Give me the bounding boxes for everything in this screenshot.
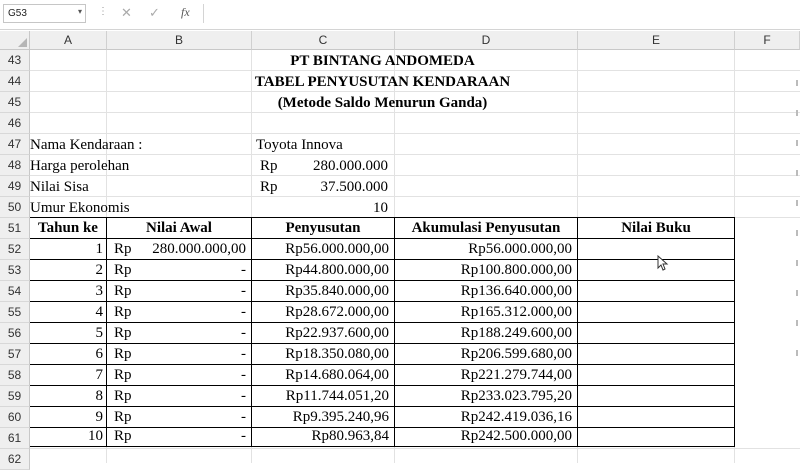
row-header[interactable]: 60	[0, 407, 30, 428]
accumulated-cell[interactable]: Rp242.500.000,00	[460, 428, 572, 444]
currency-cell[interactable]: Rp	[114, 325, 132, 341]
currency-cell[interactable]: Rp	[114, 388, 132, 404]
insert-function-icon[interactable]: fx	[181, 5, 190, 19]
start-value-cell[interactable]: -	[241, 409, 246, 425]
table-border	[30, 446, 735, 447]
name-box-value: G53	[8, 8, 27, 19]
enter-icon[interactable]: ✓	[149, 5, 160, 20]
currency-cell[interactable]: Rp	[114, 367, 132, 383]
start-value-cell[interactable]: -	[241, 325, 246, 341]
gridline	[30, 133, 800, 134]
table-border	[30, 364, 735, 365]
table-border	[251, 217, 252, 447]
table-border	[30, 280, 735, 281]
cost-currency: Rp	[260, 158, 278, 174]
row-header[interactable]: 51	[0, 218, 30, 239]
accumulated-cell[interactable]: Rp242.419.036,16	[460, 409, 572, 425]
header-depreciation: Penyusutan	[285, 220, 361, 236]
row-header[interactable]: 56	[0, 323, 30, 344]
gridline	[30, 196, 800, 197]
start-value-cell[interactable]: -	[241, 428, 246, 444]
year-cell[interactable]: 6	[95, 346, 103, 362]
start-value-cell[interactable]: 280.000.000,00	[152, 241, 246, 257]
year-cell[interactable]: 8	[95, 388, 103, 404]
year-cell[interactable]: 2	[95, 262, 103, 278]
header-book-value: Nilai Buku	[621, 220, 691, 236]
currency-cell[interactable]: Rp	[114, 428, 132, 444]
formula-input[interactable]	[203, 4, 800, 23]
depreciation-cell[interactable]: Rp18.350.080,00	[285, 346, 389, 362]
depreciation-cell[interactable]: Rp80.963,84	[311, 428, 389, 444]
depreciation-cell[interactable]: Rp14.680.064,00	[285, 367, 389, 383]
table-border	[106, 217, 107, 447]
row-header[interactable]: 55	[0, 302, 30, 323]
row-header[interactable]: 57	[0, 344, 30, 365]
formula-bar	[0, 0, 800, 30]
sheet-title: PT BINTANG ANDOMEDA	[290, 53, 475, 69]
row-header[interactable]: 58	[0, 365, 30, 386]
currency-cell[interactable]: Rp	[114, 283, 132, 299]
row-header[interactable]: 50	[0, 197, 30, 218]
column-header[interactable]: B	[107, 31, 252, 50]
accumulated-cell[interactable]: Rp56.000.000,00	[468, 241, 572, 257]
accumulated-cell[interactable]: Rp165.312.000,00	[460, 304, 572, 320]
gridline	[30, 175, 800, 176]
vehicle-value: Toyota Innova	[256, 137, 343, 153]
column-header[interactable]: E	[578, 31, 735, 50]
year-cell[interactable]: 3	[95, 283, 103, 299]
depreciation-cell[interactable]: Rp28.672.000,00	[285, 304, 389, 320]
currency-cell[interactable]: Rp	[114, 346, 132, 362]
row-header[interactable]: 52	[0, 239, 30, 260]
start-value-cell[interactable]: -	[241, 304, 246, 320]
table-border	[30, 427, 735, 428]
chevron-down-icon[interactable]: ▾	[77, 7, 82, 16]
currency-cell[interactable]: Rp	[114, 304, 132, 320]
cursor-pointer-icon	[657, 255, 669, 271]
book-value-cell[interactable]	[578, 239, 734, 259]
header-year: Tahun ke	[38, 220, 98, 236]
more-options-icon[interactable]: ⋮	[98, 6, 108, 17]
salvage-value: 37.500.000	[320, 179, 388, 195]
accumulated-cell[interactable]: Rp221.279.744,00	[460, 367, 572, 383]
depreciation-cell[interactable]: Rp44.800.000,00	[285, 262, 389, 278]
table-border	[30, 217, 735, 218]
year-cell[interactable]: 5	[95, 325, 103, 341]
accumulated-cell[interactable]: Rp100.800.000,00	[460, 262, 572, 278]
vehicle-label: Nama Kendaraan :	[30, 137, 143, 153]
column-header[interactable]: A	[30, 31, 107, 50]
depreciation-cell[interactable]: Rp9.395.240,96	[292, 409, 389, 425]
table-border	[394, 217, 395, 447]
life-label: Umur Ekonomis	[30, 200, 130, 216]
row-header[interactable]: 44	[0, 71, 30, 92]
currency-cell[interactable]: Rp	[114, 262, 132, 278]
row-header[interactable]: 46	[0, 113, 30, 134]
start-value-cell[interactable]: -	[241, 262, 246, 278]
depreciation-cell[interactable]: Rp35.840.000,00	[285, 283, 389, 299]
depreciation-cell[interactable]: Rp11.744.051,20	[285, 388, 389, 404]
row-header[interactable]: 45	[0, 92, 30, 113]
row-header[interactable]: 61	[0, 428, 30, 449]
depreciation-cell[interactable]: Rp56.000.000,00	[285, 241, 389, 257]
cancel-icon[interactable]: ✕	[121, 5, 132, 20]
gridline	[30, 448, 800, 449]
column-header[interactable]: F	[735, 31, 800, 50]
header-accumulated: Akumulasi Penyusutan	[411, 220, 561, 236]
select-all-button[interactable]	[0, 31, 30, 50]
start-value-cell[interactable]: -	[241, 346, 246, 362]
table-border	[734, 217, 735, 447]
row-header[interactable]: 59	[0, 386, 30, 407]
depreciation-cell[interactable]: Rp22.937.600,00	[285, 325, 389, 341]
accumulated-cell[interactable]: Rp136.640.000,00	[460, 283, 572, 299]
year-cell[interactable]: 1	[95, 241, 103, 257]
currency-cell[interactable]: Rp	[114, 241, 132, 257]
cost-value: 280.000.000	[313, 158, 388, 174]
currency-cell[interactable]: Rp	[114, 409, 132, 425]
book-value-cell[interactable]	[578, 260, 734, 280]
life-value: 10	[373, 200, 388, 216]
row-header[interactable]: 62	[0, 449, 30, 470]
salvage-label: Nilai Sisa	[30, 179, 89, 195]
column-header[interactable]: C	[252, 31, 395, 50]
row-header[interactable]: 43	[0, 50, 30, 71]
table-border	[30, 406, 735, 407]
row-header[interactable]: 53	[0, 260, 30, 281]
row-header[interactable]: 54	[0, 281, 30, 302]
row-header[interactable]: 49	[0, 176, 30, 197]
table-border	[30, 343, 735, 344]
accumulated-cell[interactable]: Rp206.599.680,00	[460, 346, 572, 362]
name-box[interactable]	[3, 4, 86, 23]
table-border	[30, 301, 735, 302]
salvage-currency: Rp	[260, 179, 278, 195]
accumulated-cell[interactable]: Rp188.249.600,00	[460, 325, 572, 341]
sheet-method: (Metode Saldo Menurun Ganda)	[277, 95, 488, 111]
row-header[interactable]: 47	[0, 134, 30, 155]
sheet-subtitle: TABEL PENYUSUTAN KENDARAAN	[254, 74, 511, 90]
scroll-indicator	[794, 70, 800, 370]
start-value-cell[interactable]: -	[241, 388, 246, 404]
gridline	[30, 154, 800, 155]
cost-label: Harga perolehan	[30, 158, 130, 174]
column-header[interactable]: D	[395, 31, 578, 50]
year-cell[interactable]: 7	[95, 367, 103, 383]
table-border	[30, 385, 735, 386]
table-border	[30, 322, 735, 323]
year-cell[interactable]: 9	[95, 409, 103, 425]
start-value-cell[interactable]: -	[241, 367, 246, 383]
year-cell[interactable]: 4	[95, 304, 103, 320]
row-header[interactable]: 48	[0, 155, 30, 176]
year-cell[interactable]: 10	[88, 428, 103, 444]
header-start-value: Nilai Awal	[146, 220, 212, 236]
accumulated-cell[interactable]: Rp233.023.795,20	[460, 388, 572, 404]
start-value-cell[interactable]: -	[241, 283, 246, 299]
